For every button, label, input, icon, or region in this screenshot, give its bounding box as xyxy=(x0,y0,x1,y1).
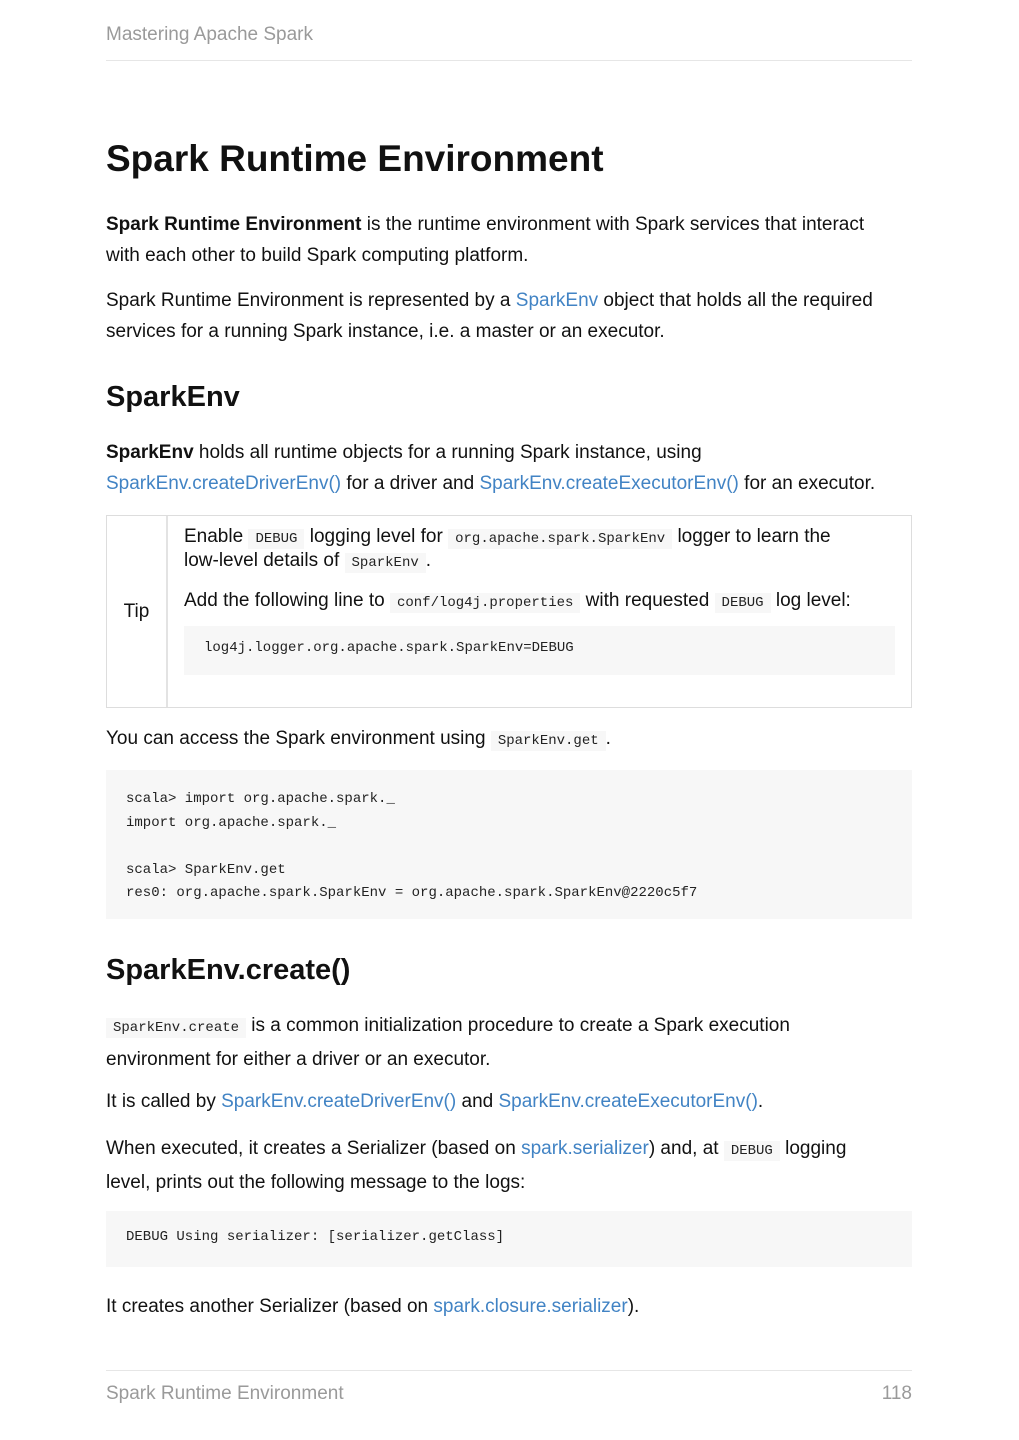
tip-text: log level: xyxy=(770,590,851,611)
create-paragraph-3 xyxy=(106,1133,912,1198)
section-heading-create: SparkEnv.create() xyxy=(106,954,351,986)
intro-text-2: with each other to build Spark computing platform. xyxy=(106,245,529,266)
running-header: Mastering Apache Spark xyxy=(106,24,314,45)
create-executor-env-link[interactable]: SparkEnv.createExecutorEnv() xyxy=(479,473,739,494)
tip-label: Tip xyxy=(107,516,168,707)
inline-code-logger: org.apache.spark.SparkEnv xyxy=(448,529,672,549)
create-paragraph-2 xyxy=(106,1086,912,1117)
create-p2-text-c: . xyxy=(757,1091,764,1112)
tip-line-3 xyxy=(184,590,896,614)
create-p2-text-b: and xyxy=(456,1091,499,1112)
create-text: is a common initialization procedure to create a Spark execution xyxy=(246,1015,790,1036)
sparkenv-text-c: for an executor. xyxy=(738,473,876,494)
page-number: 118 xyxy=(881,1383,912,1404)
access-paragraph xyxy=(106,723,912,757)
section-heading-sparkenv: SparkEnv xyxy=(106,381,240,413)
tip-box xyxy=(106,515,912,708)
create-paragraph-4 xyxy=(106,1291,912,1322)
spark-serializer-link[interactable]: spark.serializer xyxy=(521,1138,649,1159)
tip-text: Enable xyxy=(184,526,249,547)
debug-log-code-block: DEBUG Using serializer: [serializer.getClass] xyxy=(106,1211,912,1267)
page-title: Spark Runtime Environment xyxy=(106,138,604,179)
header-divider xyxy=(106,60,912,61)
footer-divider xyxy=(106,1370,912,1371)
create-p3-text: When executed, it creates a Serializer (based on xyxy=(106,1138,522,1159)
inline-code-sparkenv: SparkEnv xyxy=(345,553,426,573)
inline-code-sparkenv-create: SparkEnv.create xyxy=(106,1018,246,1038)
intro-p2-text-c: services for a running Spark instance, i.e. a master or an executor. xyxy=(106,321,665,342)
create-p4-text: It creates another Serializer (based on xyxy=(106,1296,434,1317)
intro-p2-text-b: object that holds all the required xyxy=(598,290,873,311)
create-p4-text-b: ). xyxy=(627,1296,640,1317)
footer-chapter: Spark Runtime Environment xyxy=(106,1383,344,1404)
sparkenv-bold-term: SparkEnv xyxy=(106,442,194,463)
intro-p2-text: Spark Runtime Environment is represented by a xyxy=(106,290,516,311)
tip-code-block: log4j.logger.org.apache.spark.SparkEnv=DEBUG xyxy=(184,626,895,675)
create-p3-text-d: level, prints out the following message to the logs: xyxy=(106,1172,526,1193)
create-driver-env-link[interactable]: SparkEnv.createDriverEnv() xyxy=(106,473,342,494)
access-text: You can access the Spark environment using xyxy=(106,728,491,749)
inline-code-debug-2: DEBUG xyxy=(715,593,771,613)
tip-line-1 xyxy=(184,526,896,550)
create-executor-env-link-2[interactable]: SparkEnv.createExecutorEnv() xyxy=(498,1091,758,1112)
scala-code-block: scala> import org.apache.spark._ import org.apache.spark._ scala> SparkEnv.get res0: org.apache.spark.SparkEnv = org.apache.spark.SparkEnv@2220c5f7 xyxy=(106,770,912,919)
tip-text: logging level for xyxy=(304,526,449,547)
tip-body xyxy=(184,524,896,614)
inline-code-debug: DEBUG xyxy=(248,529,304,549)
intro-paragraph-2 xyxy=(106,285,912,347)
intro-bold-term: Spark Runtime Environment xyxy=(106,214,362,235)
create-p3-text-c: logging xyxy=(779,1138,847,1159)
tip-text: with requested xyxy=(580,590,715,611)
tip-text: Add the following line to xyxy=(184,590,390,611)
tip-text: logger to learn the xyxy=(672,526,831,547)
intro-paragraph-1 xyxy=(106,209,912,271)
sparkenv-text-a: holds all runtime objects for a running Spark instance, using xyxy=(193,442,702,463)
create-p3-text-b: ) and, at xyxy=(648,1138,724,1159)
inline-code-debug-3: DEBUG xyxy=(724,1141,780,1161)
sparkenv-link[interactable]: SparkEnv xyxy=(515,290,599,311)
create-p2-text: It is called by xyxy=(106,1091,222,1112)
create-paragraph-1 xyxy=(106,1010,912,1075)
sparkenv-text-b: for a driver and xyxy=(341,473,480,494)
sparkenv-paragraph xyxy=(106,437,912,499)
spark-closure-serializer-link[interactable]: spark.closure.serializer xyxy=(433,1296,628,1317)
create-text-2: environment for either a driver or an executor. xyxy=(106,1049,491,1070)
tip-text: . xyxy=(425,550,432,571)
inline-code-log4j-file: conf/log4j.properties xyxy=(390,593,580,613)
create-driver-env-link-2[interactable]: SparkEnv.createDriverEnv() xyxy=(221,1091,457,1112)
access-text-end: . xyxy=(605,728,611,749)
intro-text: is the runtime environment with Spark services that interact xyxy=(361,214,865,235)
tip-text: low-level details of xyxy=(184,550,345,571)
tip-line-2 xyxy=(184,550,896,574)
inline-code-sparkenv-get: SparkEnv.get xyxy=(491,731,606,751)
